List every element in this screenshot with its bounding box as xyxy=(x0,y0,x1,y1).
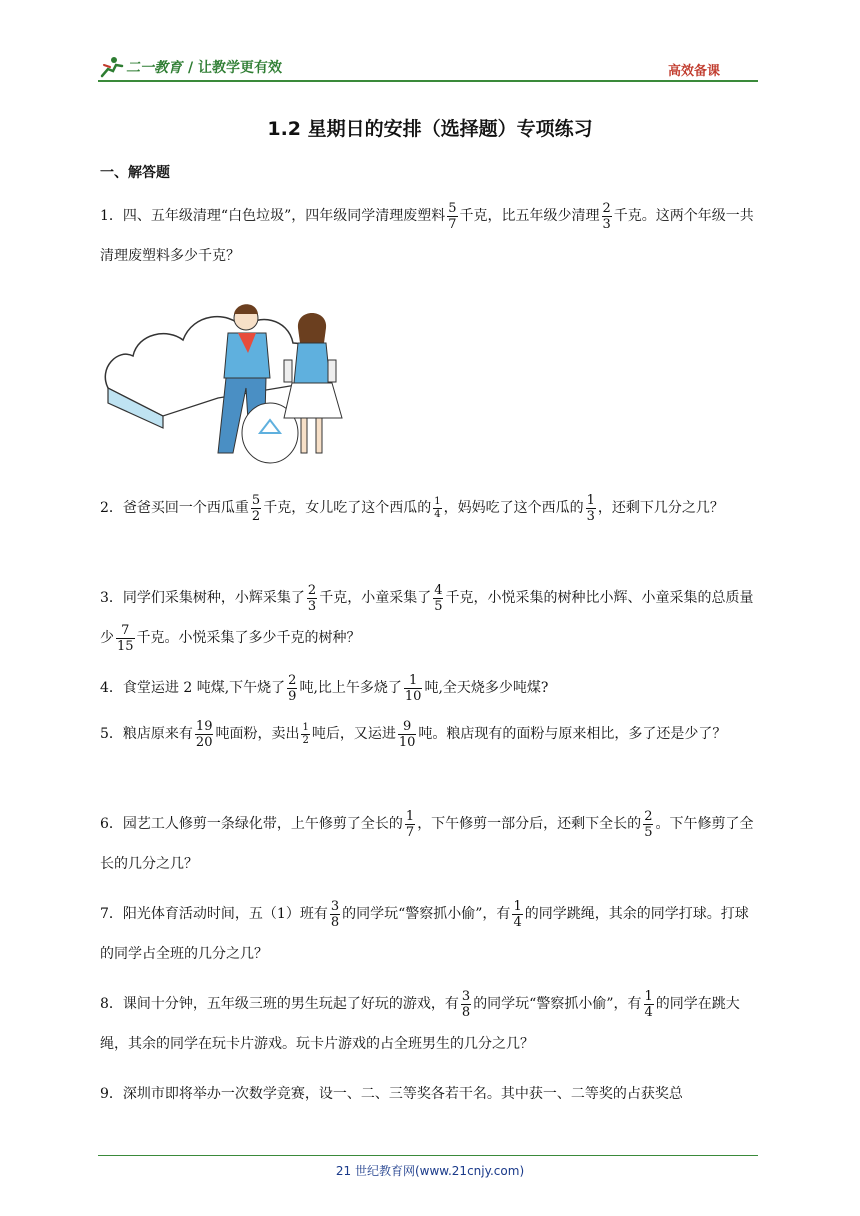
question-3: 3．同学们采集树种，小辉采集了 $\frac{2}{3}$ 千克，小童采集了 $\frac{4}{5}$ 千克，小悦采集的树种比小辉、小童采集的总质量少 $\frac{7}{15}$ 千克。小悦采集了多少千克的树种？ xyxy=(100,582,754,654)
fraction: $\frac{1}{10}$ xyxy=(404,672,422,704)
fraction: $\frac{1}{3}$ xyxy=(586,492,595,524)
fraction: $\frac{2}{3}$ xyxy=(602,200,611,232)
question-7: 7．阳光体育活动时间，五（1）班有 $\frac{3}{8}$ 的同学玩“警察抓小偷”，有 $\frac{1}{4}$ 的同学跳绳，其余的同学打球。打球的同学占全班的几分之几？ xyxy=(100,898,749,962)
fraction: $\frac{3}{8}$ xyxy=(461,988,471,1020)
fraction: $\frac{2}{9}$ xyxy=(288,672,297,704)
page-footer: 21 世纪教育网(www.21cnjy.com) xyxy=(335,1164,525,1178)
section-title: 一、解答题 xyxy=(100,165,170,181)
question-1: 1．四、五年级清理“白色垃圾”，四年级同学清理废塑料 $\frac{5}{7}$ 千克，比五年级少清理 $\frac{2}{3}$ 千克。这两个年级一共清理废塑料多少千克？ xyxy=(100,200,754,264)
fraction: $\frac{1}{4}$ xyxy=(513,898,522,930)
fraction: $\frac{9}{10}$ xyxy=(398,718,416,750)
question-2: 2．爸爸买回一个西瓜重 $\frac{5}{2}$ 千克，女儿吃了这个西瓜的 $\frac{1}{4}$ ，妈妈吃了这个西瓜的 $\frac{1}{3}$ ，还剩下几分之几？ xyxy=(100,492,724,524)
logo xyxy=(98,56,282,78)
question-6: 6．园艺工人修剪一条绿化带，上午修剪了全长的 $\frac{1}{7}$ ，下午修剪一部分后，还剩下全长的 $\frac{2}{5}$ 。下午修剪了全长的几分之几？ xyxy=(100,808,754,872)
fraction: $\frac{4}{5}$ xyxy=(434,582,443,614)
fraction: $\frac{1}{2}$ xyxy=(302,721,309,746)
fraction: $\frac{3}{8}$ xyxy=(330,898,340,930)
fraction: $\frac{5}{2}$ xyxy=(251,492,261,524)
question-5: 5．粮店原来有 $\frac{19}{20}$ 吨面粉，卖出 $\frac{1}{2}$ 吨后，又运进 $\frac{9}{10}$ 吨。粮店现有的面粉与原来相比，多了还是少了？ xyxy=(100,718,727,750)
fraction: $\frac{1}{4}$ xyxy=(644,988,653,1020)
fraction: $\frac{19}{20}$ xyxy=(195,718,213,750)
header-tag: 高效备课 xyxy=(667,64,720,79)
question-9: 9．深圳市即将举办一次数学竞赛，设一、二、三等奖各若干名。其中获一、二等奖的占获奖总 xyxy=(100,1086,683,1102)
runner-logo-icon xyxy=(98,56,124,78)
footer-divider xyxy=(98,1155,758,1156)
fraction: $\frac{5}{7}$ xyxy=(448,200,457,232)
header-divider xyxy=(98,80,758,82)
fraction: $\frac{1}{7}$ xyxy=(405,808,415,840)
slogan: / 让教学更有效 xyxy=(188,60,282,76)
fraction: $\frac{2}{5}$ xyxy=(644,808,653,840)
question-4: 4．食堂运进 2 吨煤,下午烧了 $\frac{2}{9}$ 吨,比上午多烧了 $\frac{1}{10}$ 吨,全天烧多少吨煤? xyxy=(100,672,549,704)
page-title: 1.2 星期日的安排（选择题）专项练习 xyxy=(267,118,593,140)
page-header xyxy=(98,52,758,84)
logo-text: 二一教育 xyxy=(126,60,182,76)
question-8: 8．课间十分钟，五年级三班的男生玩起了好玩的游戏，有 $\frac{3}{8}$ 的同学玩“警察抓小偷”，有 $\frac{1}{4}$ 的同学在跳大绳，其余的同学在玩卡片游戏。玩卡片游戏的占全班男生的几分之几？ xyxy=(100,988,740,1052)
fraction: $\frac{7}{15}$ xyxy=(117,622,134,654)
fraction: $\frac{2}{3}$ xyxy=(307,582,317,614)
fraction: $\frac{1}{4}$ xyxy=(434,495,441,520)
students-collecting-plastic-illustration xyxy=(98,288,358,478)
